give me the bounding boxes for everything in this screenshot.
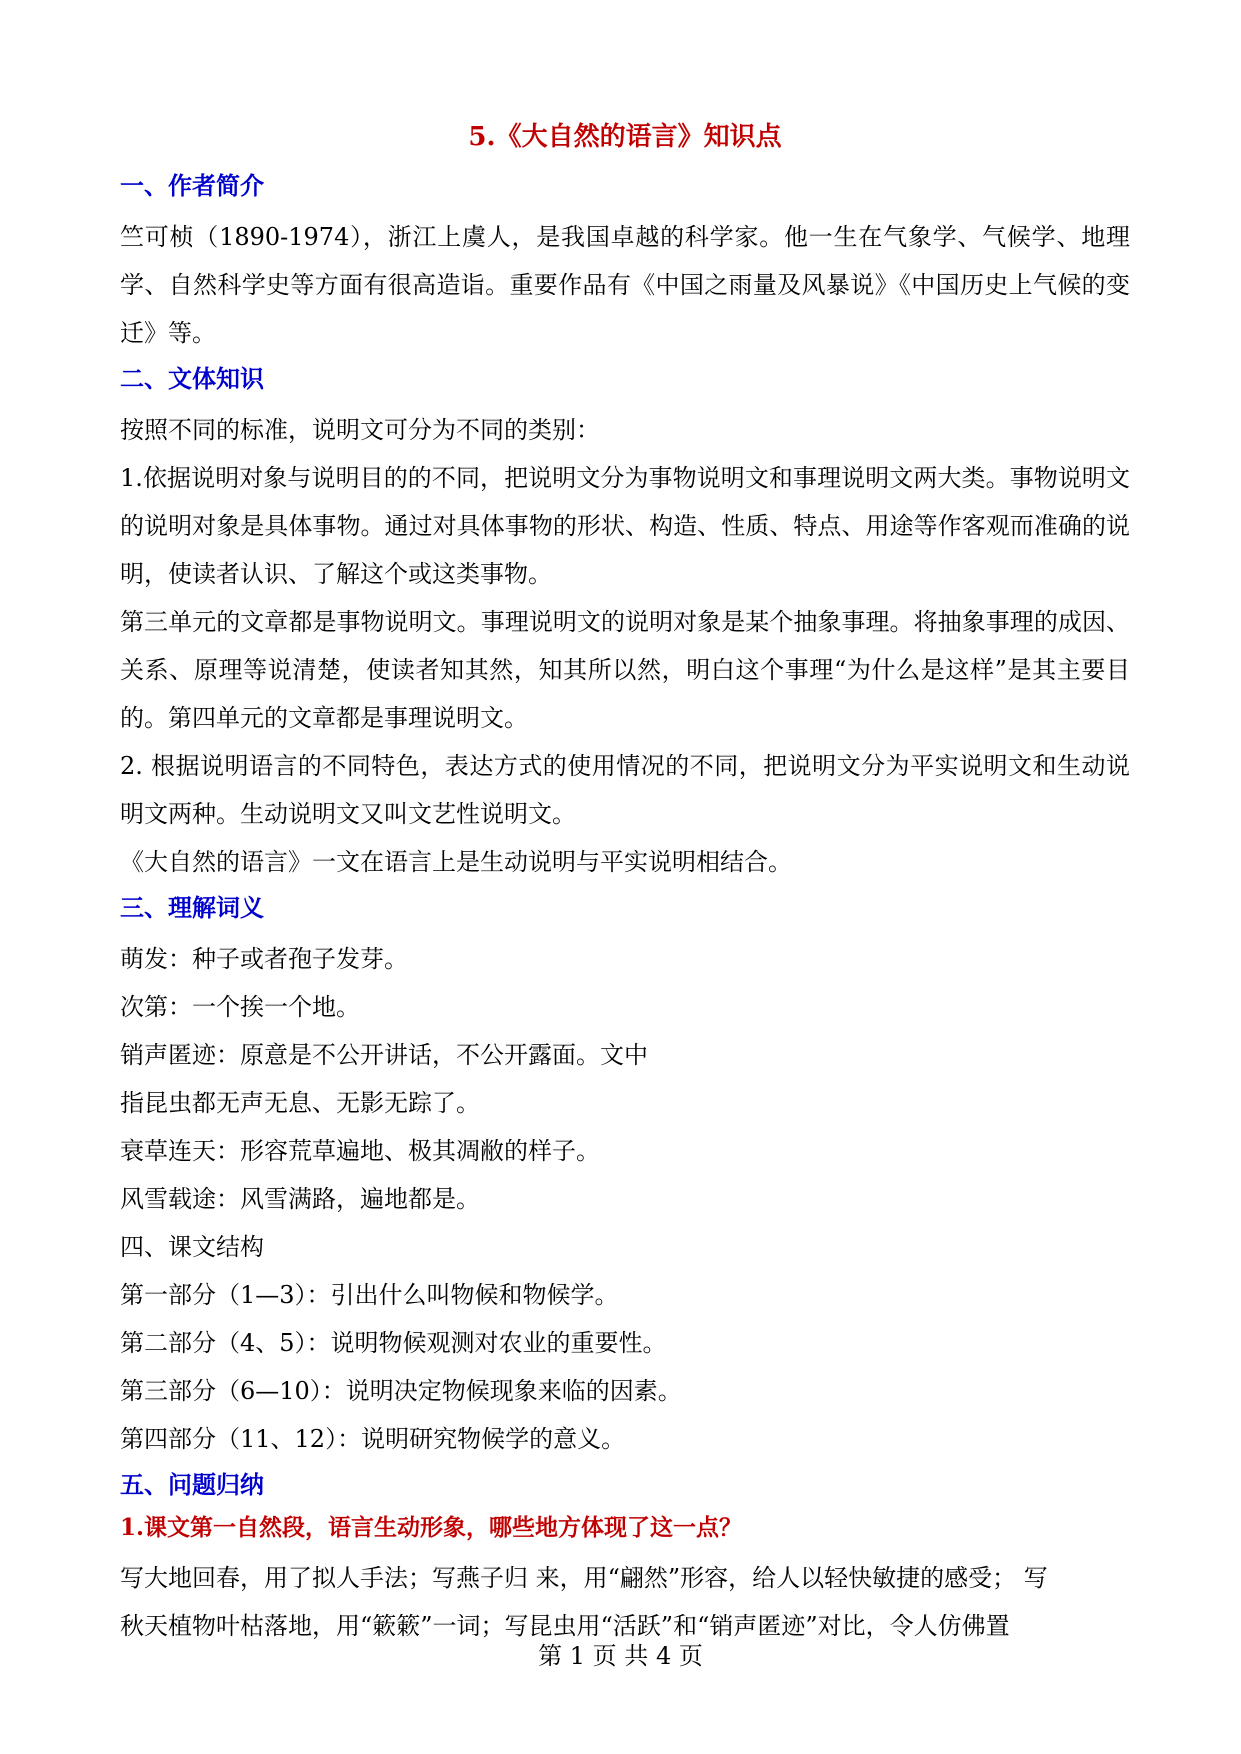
genre-paragraph: 按照不同的标准，说明文可分为不同的类别： xyxy=(120,416,600,444)
structure-item: 第三部分（6—10）：说明决定物候现象来临的因素。 xyxy=(120,1377,682,1405)
word-definition: 风雪载途：风雪满路，遍地都是。 xyxy=(120,1185,480,1213)
answer-1-line: 写大地回春，用了拟人手法；写燕子归 来，用“翩然”形容，给人以轻快敏捷的感受； 写 xyxy=(120,1564,1048,1592)
genre-paragraph: 2. 根据说明语言的不同特色，表达方式的使用情况的不同，把说明文分为平实说明文和生动说明文两种。生动说明文又叫文艺性说明文。 xyxy=(120,752,1130,828)
genre-paragraph: 《大自然的语言》一文在语言上是生动说明与平实说明相结合。 xyxy=(120,848,792,876)
genre-paragraph: 1.依据说明对象与说明目的的不同，把说明文分为事物说明文和事理说明文两大类。事物说明文的说明对象是具体事物。通过对具体事物的形状、构造、性质、特点、用途等作客观而准确的说明，使读者认识、了解这个或这类事物。 xyxy=(120,464,1130,588)
question-1: 1.课文第一自然段，语言生动形象，哪些地方体现了这一点？ xyxy=(120,1514,743,1541)
genre-paragraph: 第三单元的文章都是事物说明文。事理说明文的说明对象是某个抽象事理。将抽象事理的成因、关系、原理等说清楚，使读者知其然，知其所以然，明白这个事理“为什么是这样”是其主要目的。第四单元的文章都是事理说明文。 xyxy=(120,608,1130,732)
answer-1-line: 秋天植物叶枯落地，用“簌簌”一词；写昆虫用“活跃”和“销声匿迹”对比，令人仿佛置 xyxy=(120,1612,1010,1640)
page-content xyxy=(120,120,1130,1650)
word-definition: 指昆虫都无声无息、无影无踪了。 xyxy=(120,1089,480,1117)
word-definition: 次第：一个挨一个地。 xyxy=(120,993,360,1021)
section-heading-genre: 二、文体知识 xyxy=(120,364,264,393)
section-heading-author: 一、作者简介 xyxy=(120,171,264,200)
word-definition: 衰草连天：形容荒草遍地、极其凋敝的样子。 xyxy=(120,1137,600,1165)
page-title: 5.《大自然的语言》知识点 xyxy=(468,122,782,152)
section-heading-structure: 四、课文结构 xyxy=(120,1233,264,1261)
page-footer: 第 1 页 共 4 页 xyxy=(538,1642,703,1670)
structure-item: 第四部分（11、12）：说明研究物候学的意义。 xyxy=(120,1425,626,1453)
author-paragraph: 竺可桢（1890-1974），浙江上虞人，是我国卓越的科学家。他一生在气象学、气候学、地理学、自然科学史等方面有很高造诣。重要作品有《中国之雨量及风暴说》《中国历史上气候的变迁》等。 xyxy=(120,223,1130,347)
structure-item: 第一部分（1—3）：引出什么叫物候和物候学。 xyxy=(120,1281,619,1309)
structure-item: 第二部分（4、5）：说明物候观测对农业的重要性。 xyxy=(120,1329,667,1357)
section-heading-words: 三、理解词义 xyxy=(120,893,264,922)
section-heading-questions: 五、问题归纳 xyxy=(120,1470,264,1499)
word-definition: 销声匿迹：原意是不公开讲话，不公开露面。文中 xyxy=(120,1041,648,1069)
word-definition: 萌发：种子或者孢子发芽。 xyxy=(120,945,408,973)
